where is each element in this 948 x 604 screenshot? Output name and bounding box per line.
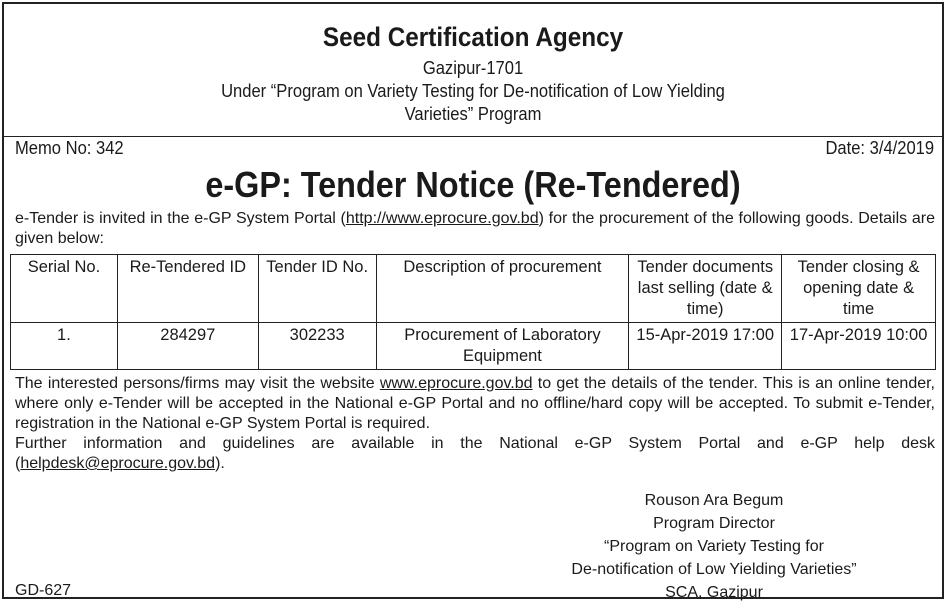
footer-p1-after: to get the details of the tender. This is an online tender, where only e-Tender will be accepted in the National e-GP Portal and no offline/hard copy will be accepted. To submit e-Tender, registration in the National e-GP System Portal is required. [15, 375, 936, 432]
col-closing: Tender closing & opening date & time [782, 255, 936, 323]
notice-header [4, 21, 942, 126]
eprocure-link[interactable]: http://www.eprocure.gov.bd [345, 210, 539, 227]
col-retendered-id: Re-Tendered ID [117, 255, 258, 323]
organization-city: Gazipur-1701 [422, 58, 524, 78]
organization-name: Seed Certification Agency [322, 22, 624, 52]
intro-paragraph [15, 209, 935, 249]
cell-tender-id: 302233 [258, 323, 376, 370]
signatory-name: Rouson Ara Begum [644, 492, 784, 509]
notice-title: e-GP: Tender Notice (Re-Tendered) [205, 164, 741, 205]
helpdesk-email-link[interactable]: helpdesk@eprocure.gov.bd [20, 455, 216, 472]
notice-date: Date: 3/4/2019 [825, 138, 934, 158]
tender-notice [2, 2, 944, 599]
signatory-program-2: De-notification of Low Yielding Varieties” [571, 561, 857, 578]
tender-table [10, 254, 936, 370]
footer-paragraph-2: Further information and guidelines are available in the National e-GP System Portal and e-GP help desk [15, 435, 935, 452]
footer-paragraph-1 [15, 374, 935, 434]
col-last-selling: Tender documents last selling (date & time) [629, 255, 782, 323]
program-line-2: Varieties” Program [404, 104, 542, 124]
footer-paragraph-2-end [15, 454, 935, 474]
program-line-1: Under “Program on Variety Testing for De-notification of Low Yielding [221, 81, 725, 101]
signatory-place: SCA, Gazipur [665, 584, 763, 601]
paren-close: ). [215, 455, 225, 472]
intro-text-after: ) for the procurement of the following goods. Details are given below: [15, 210, 936, 247]
cell-closing: 17-Apr-2019 10:00 [782, 323, 936, 370]
cell-retendered-id: 284297 [117, 323, 258, 370]
intro-text-before: e-Tender is invited in the e-GP System Portal ( [15, 210, 346, 227]
website-link[interactable]: www.eprocure.gov.bd [379, 375, 533, 392]
table-row [11, 323, 936, 370]
footer-text [15, 374, 935, 474]
footer-p1-before: The interested persons/firms may visit the website [15, 375, 380, 392]
memo-number: Memo No: 342 [15, 138, 124, 158]
reference-code: GD-627 [15, 582, 72, 599]
col-tender-id: Tender ID No. [258, 255, 376, 323]
signatory-program-1: “Program on Variety Testing for [604, 538, 824, 555]
memo-row [4, 136, 942, 162]
col-description: Description of procurement [376, 255, 629, 323]
paren-open: ( [15, 455, 21, 472]
cell-description: Procurement of Laboratory Equipment [376, 323, 629, 370]
signatory-designation: Program Director [653, 515, 775, 532]
col-serial: Serial No. [11, 255, 118, 323]
table-header-row [11, 255, 936, 323]
signature-block [564, 489, 864, 604]
cell-serial: 1. [11, 323, 118, 370]
cell-last-selling: 15-Apr-2019 17:00 [629, 323, 782, 370]
